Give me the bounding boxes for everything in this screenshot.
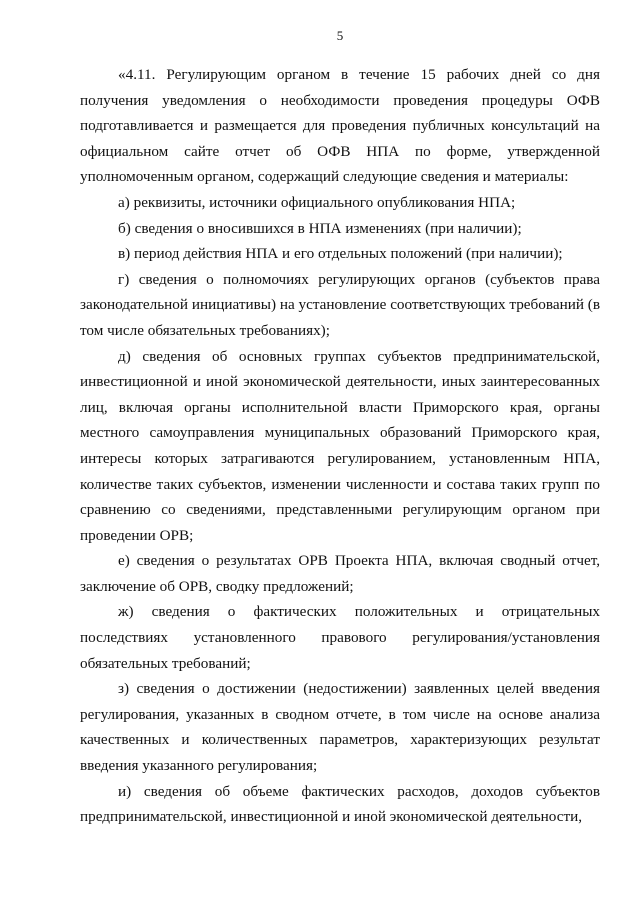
paragraph-4-11-intro: «4.11. Регулирующим органом в течение 15 рабочих дней со дня получения уведомления о необходимости проведения процедуры ОФВ подготавливается и размещается для проведения публичных консультаций на официальном сайте отчет об ОФВ НПА по форме, утвержденной уполномоченным органом, содержащий следующие сведения и материалы: — [80, 66, 600, 186]
list-item-z: з) сведения о достижении (недостижении) заявленных целей введения регулирования, указанных в сводном отчете, в том числе на основе анализа качественных и количественных параметров, характеризующих результат введения указанного регулирования; — [80, 680, 600, 775]
list-item-zh: ж) сведения о фактических положительных и отрицательных последствиях установленного правового регулирования/установления обязательных требований; — [80, 603, 600, 672]
list-item-e: е) сведения о результатах ОРВ Проекта НПА, включая сводный отчет, заключение об ОРВ, сводку предложений; — [80, 552, 600, 595]
list-item-d: д) сведения об основных группах субъектов предпринимательской, инвестиционной и иной экономической деятельности, иных заинтересованных лиц, включая органы исполнительной власти Приморского края, органы местного самоуправления муниципальных образований Приморского края, интересы которых затрагиваются регулированием, установленным НПА, количестве таких субъектов, изменении численности и состава таких групп по сравнению со сведениями, представленными регулирующим органом при проведении ОРВ; — [80, 347, 600, 544]
page-number: 5 — [336, 28, 344, 43]
list-item-i: и) сведения об объеме фактических расходов, доходов субъектов предпринимательской, инвестиционной и иной экономической деятельности, — [80, 782, 600, 826]
list-item-g: г) сведения о полномочиях регулирующих органов (субъектов права законодательной инициативы) на установление соответствующих требований (в том числе обязательных требованиях); — [80, 270, 600, 339]
list-item-v: в) период действия НПА и его отдельных положений (при наличии); — [118, 245, 563, 263]
list-item-a: а) реквизиты, источники официального опубликования НПА; — [118, 193, 516, 211]
list-item-b: б) сведения о вносившихся в НПА изменениях (при наличии); — [118, 219, 522, 237]
